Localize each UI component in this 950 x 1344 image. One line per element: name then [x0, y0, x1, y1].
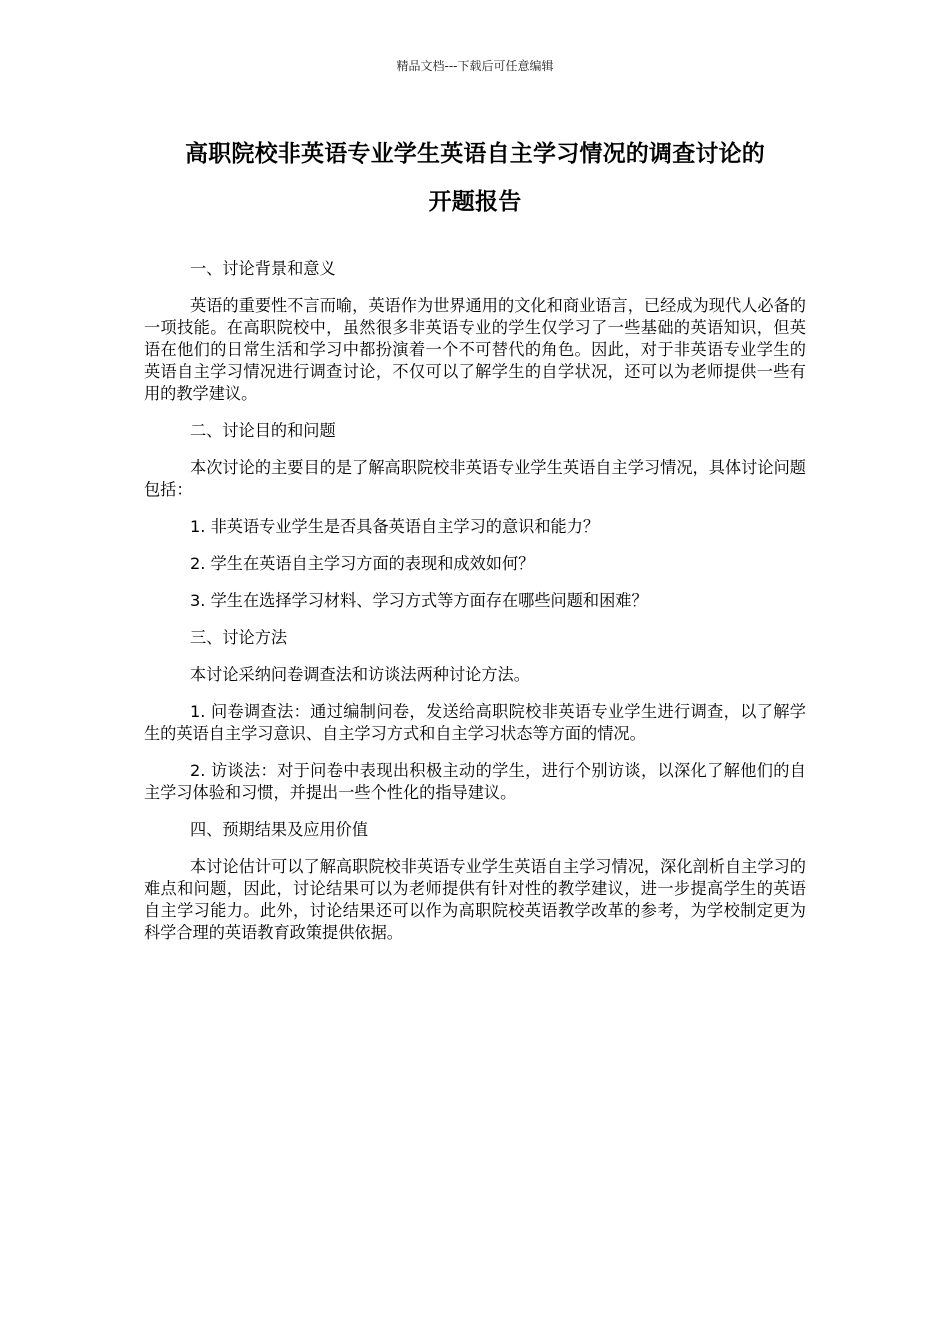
section-heading-purpose: 二、讨论目的和问题: [190, 421, 336, 440]
section-heading-background: 一、讨论背景和意义: [190, 259, 336, 278]
paragraph-methods: 本讨论采纳问卷调查法和访谈法两种讨论方法。: [190, 665, 530, 684]
section-heading-results: 四、预期结果及应用价值: [190, 820, 369, 839]
method-item: 2. 访谈法：对于问卷中表现出积极主动的学生，进行个别访谈，以深化了解他们的自主学习体验和习惯，并提出一些个性化的指导建议。: [144, 761, 806, 802]
paragraph-purpose: 本次讨论的主要目的是了解高职院校非英语专业学生英语自主学习情况，具体讨论问题包括：: [144, 458, 806, 499]
document-title: [120, 136, 830, 220]
question-item: 2. 学生在英语自主学习方面的表现和成效如何？: [190, 554, 535, 573]
question-item: 3. 学生在选择学习材料、学习方式等方面存在哪些问题和困难？: [190, 591, 648, 610]
paragraph-results: 本讨论估计可以了解高职院校非英语专业学生英语自主学习情况，深化剖析自主学习的难点和问题，因此，讨论结果可以为老师提供有针对性的教学建议，进一步提高学生的英语自主学习能力。此外，讨论结果还可以作为高职院校英语教学改革的参考，为学校制定更为科学合理的英语教育政策提供依据。: [144, 857, 806, 942]
paragraph-background: 英语的重要性不言而喻，英语作为世界通用的文化和商业语言，已经成为现代人必备的一项技能。在高职院校中，虽然很多非英语专业的学生仅学习了一些基础的英语知识，但英语在他们的日常生活和学习中都扮演着一个不可替代的角色。因此，对于非英语专业学生的英语自主学习情况进行调查讨论，不仅可以了解学生的自学状况，还可以为老师提供一些有用的教学建议。: [144, 296, 806, 403]
section-heading-methods: 三、讨论方法: [190, 628, 288, 647]
method-item: 1. 问卷调查法：通过编制问卷，发送给高职院校非英语专业学生进行调查，以了解学生的英语自主学习意识、自主学习方式和自主学习状态等方面的情况。: [144, 702, 806, 743]
title-line-2: 开题报告: [428, 189, 522, 215]
title-line-1: 高职院校非英语专业学生英语自主学习情况的调查讨论的: [185, 141, 765, 167]
question-item: 1. 非英语专业学生是否具备英语自主学习的意识和能力？: [190, 517, 600, 536]
page-header: 精品文档---下载后可任意编辑: [396, 59, 554, 73]
document-body: [144, 258, 806, 959]
